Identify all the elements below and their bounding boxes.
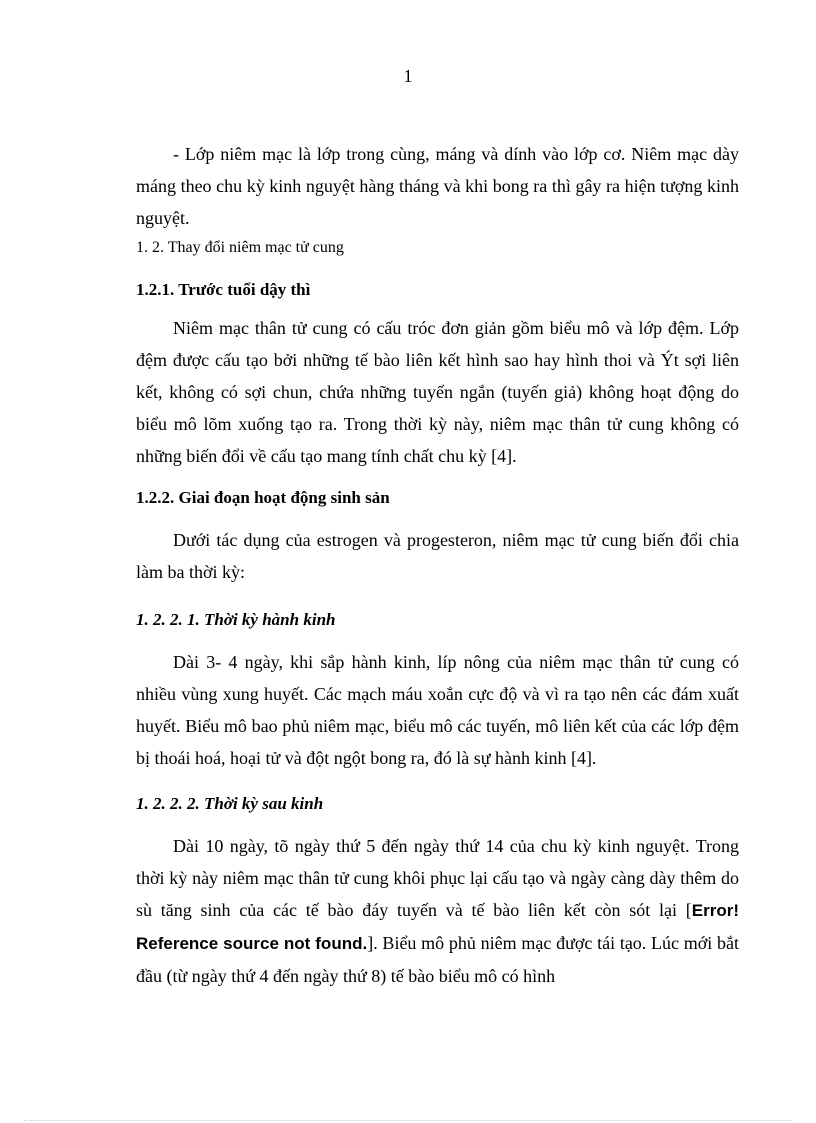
document-body (136, 138, 739, 992)
section-1-2-2-2-paragraph (136, 830, 739, 992)
section-heading-1-2: 1. 2. Thay đổi niêm mạc tử cung (136, 239, 344, 256)
paragraph-text-continued: ]. Biểu mô phủ niêm mạc được tái tạo. Lúc mới bắt đầu (từ ngày thứ 4 đến ngày thứ 8) tế bào biểu mô có hình (136, 933, 740, 986)
section-1-2-1-paragraph: Niêm mạc thân tử cung có cấu tróc đơn giản gồm biểu mô và lớp đệm. Lớp đệm được cấu tạo bởi những tế bào liên kết hình sao hay hình thoi và Ýt sợi liên kết, không có sợi chun, chứa những tuyến ngắn (tuyến giả) không hoạt động do biểu mô lõm xuống tạo ra. Trong thời kỳ này, niêm mạc thân tử cung không có những biến đổi về cấu tạo mang tính chất chu kỳ [4]. (136, 318, 739, 466)
intro-paragraph: - Lớp niêm mạc là lớp trong cùng, máng và dính vào lớp cơ. Niêm mạc dày máng theo chu kỳ kinh nguyệt hàng tháng và khi bong ra thì gây ra hiện tượng kinh nguyệt. (136, 144, 739, 228)
paragraph-text: Dài 10 ngày, tõ ngày thứ 5 đến ngày thứ 14 của chu kỳ kinh nguyệt. Trong thời kỳ này niêm mạc thân tử cung khôi phục lại cấu tạo và ngày càng dày thêm do sù tăng sinh của các tế bào đáy tuyến và tế bào liên kết còn sót lại [ (136, 836, 739, 920)
section-heading-1-2-2-2: 1. 2. 2. 2. Thời kỳ sau kinh (136, 794, 324, 813)
page-number: 1 (403, 66, 413, 86)
reference-error: Error! Reference source not found. (136, 901, 739, 953)
section-1-2-2-paragraph: Dưới tác dụng của estrogen và progesteron, niêm mạc tử cung biến đổi chia làm ba thời kỳ: (136, 530, 739, 582)
section-1-2-2-1-paragraph: Dài 3- 4 ngày, khi sắp hành kinh, líp nông của niêm mạc thân tử cung có nhiều vùng xung huyết. Các mạch máu xoắn cực độ và vì ra tạo nên các đám xuất huyết. Biểu mô bao phủ niêm mạc, biểu mô các tuyến, mô liên kết của các lớp đệm bị thoái hoá, hoại tử và đột ngột bong ra, đó là sự hành kinh [4]. (136, 652, 739, 768)
section-heading-1-2-2: 1.2.2. Giai đoạn hoạt động sinh sản (136, 488, 390, 507)
section-heading-1-2-2-1: 1. 2. 2. 1. Thời kỳ hành kinh (136, 610, 336, 629)
section-heading-1-2-1: 1.2.1. Trước tuổi dậy thì (136, 280, 311, 299)
page-bottom-border (24, 1120, 792, 1121)
